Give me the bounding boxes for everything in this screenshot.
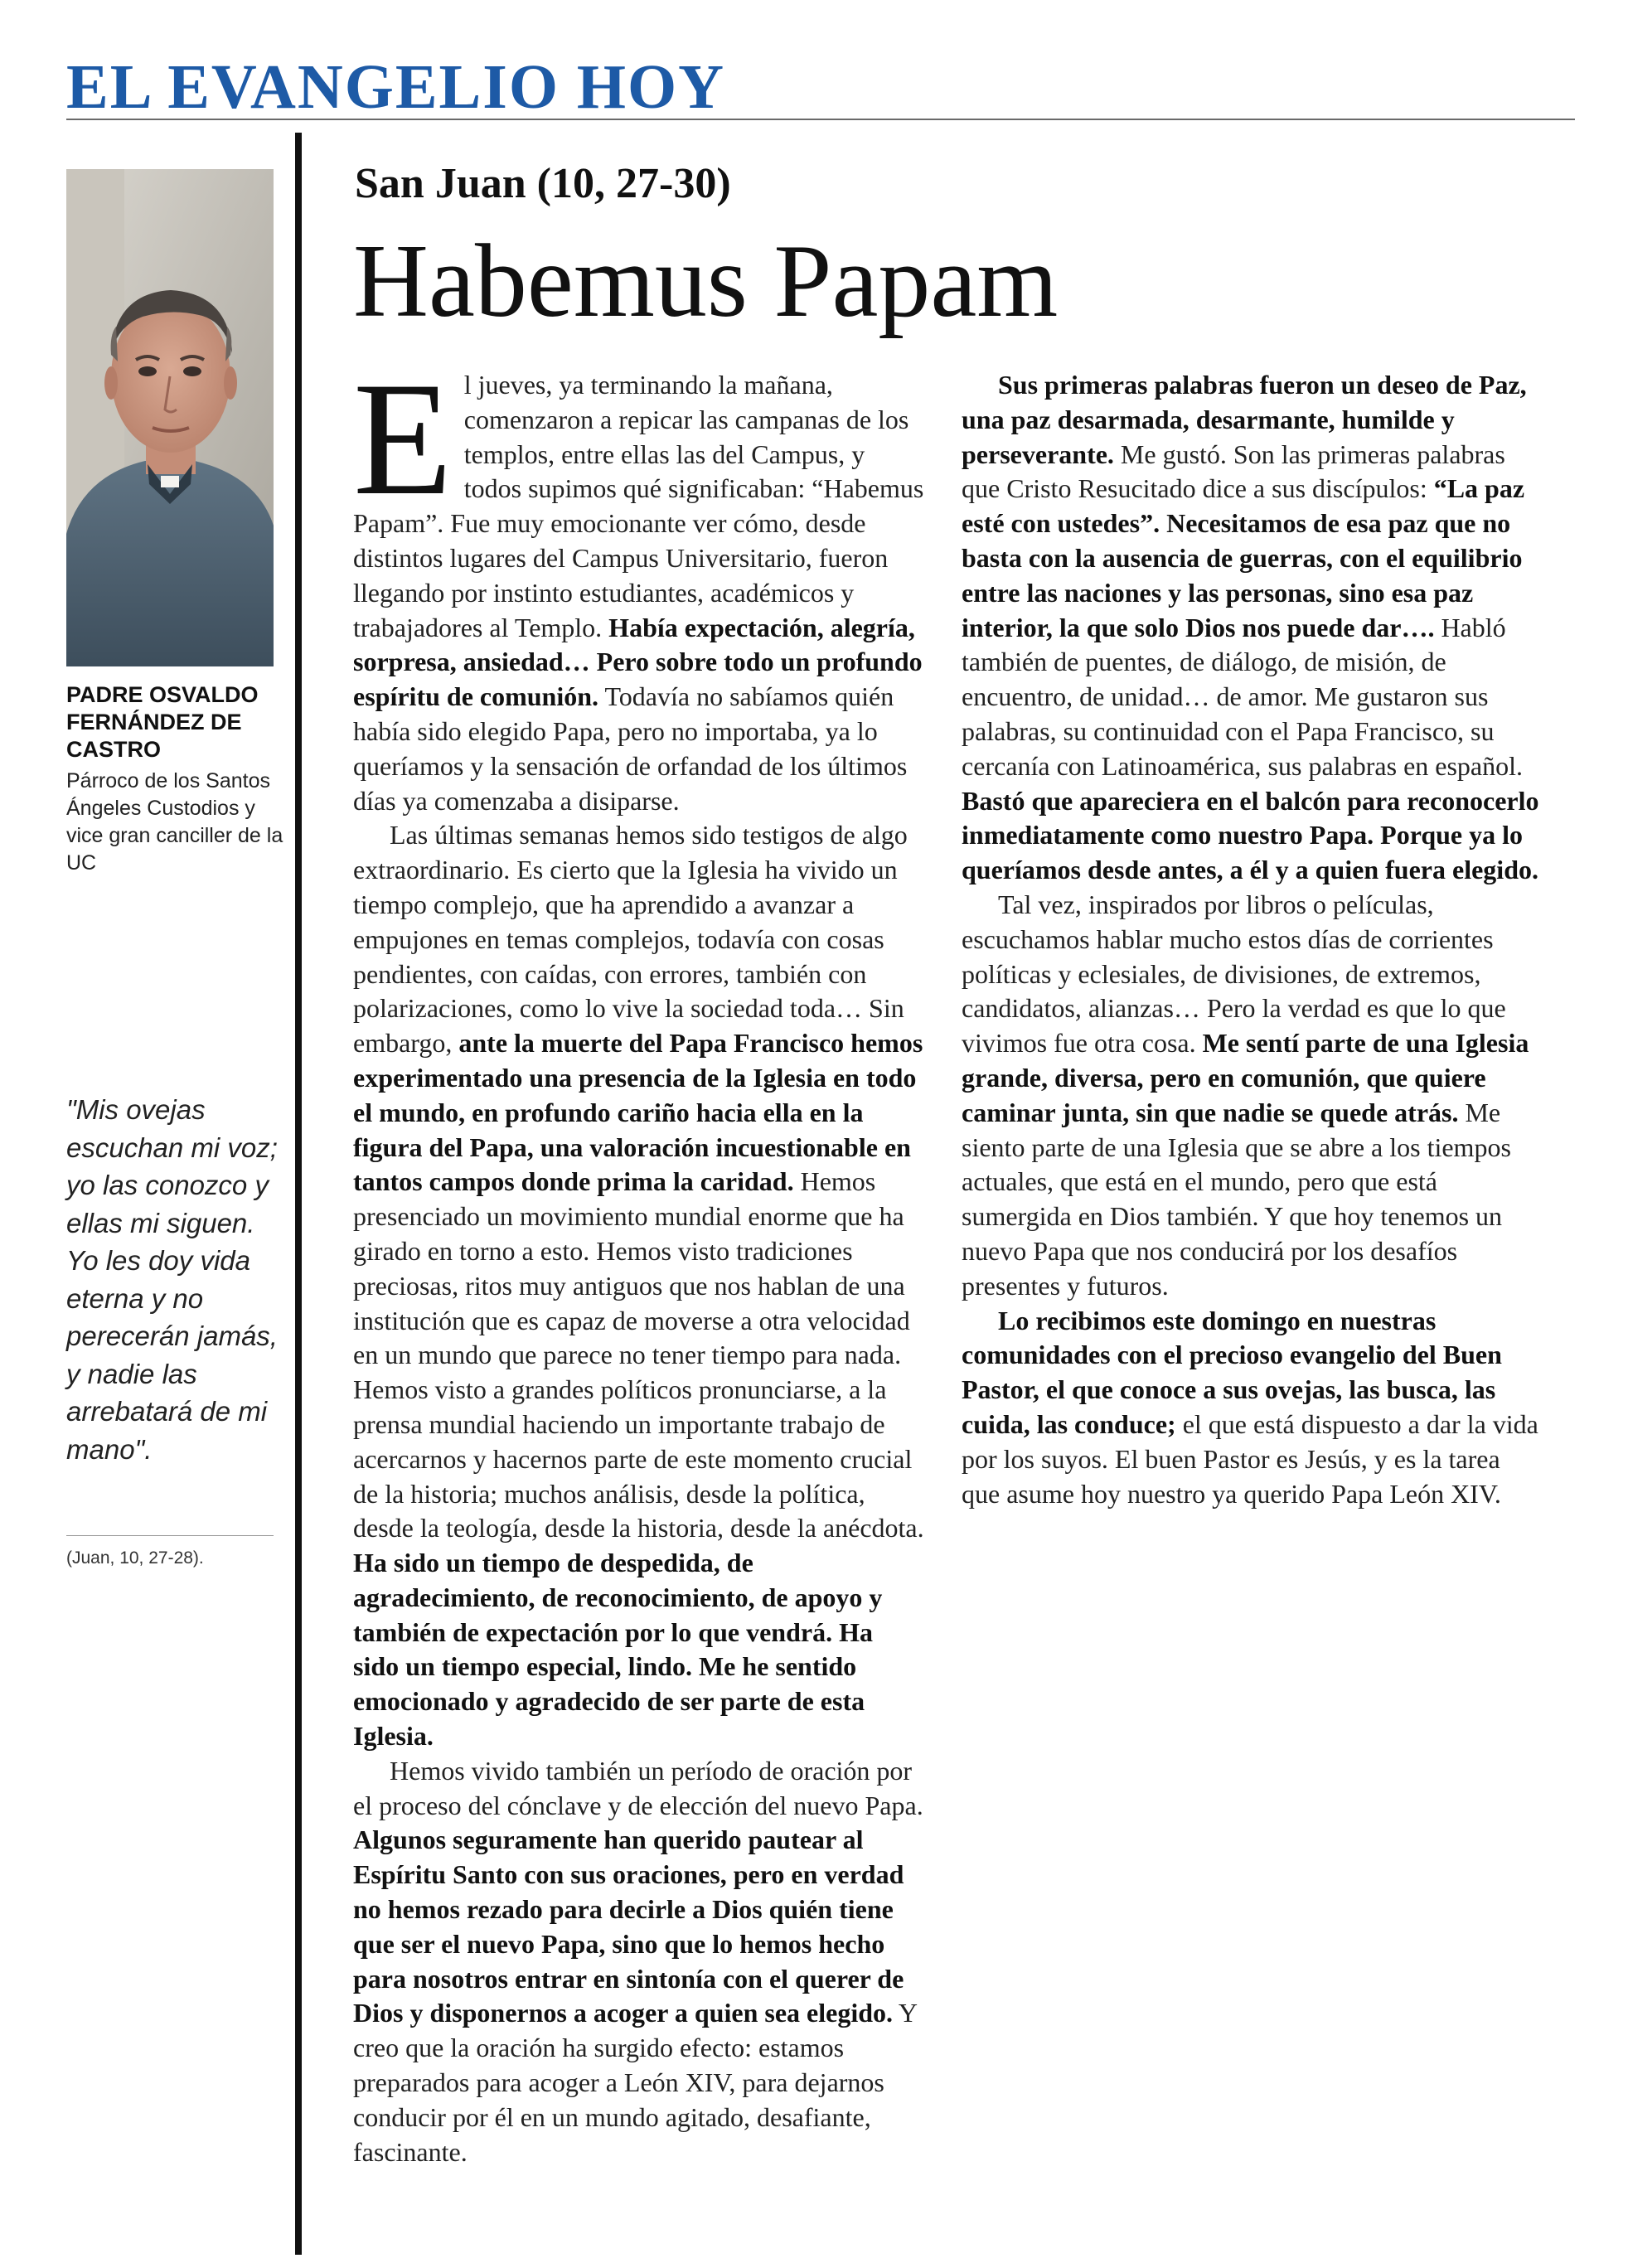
- article-paragraph: Lo recibimos este domingo en nuestras comunidades con el precioso evangelio del Buen Pastor, el que conoce a sus ovejas, las busca, las cuida, las conduce; el que está dispuesto a dar la vida por los suyos. El buen Pastor es Jesús, y es la tarea que asume hoy nuestro ya querido Papa León XIV.: [962, 1305, 1538, 1509]
- article-paragraph: El jueves, ya terminando la mañana, comenzaron a repicar las campanas de los templos, entre ellas las del Campus, y todos supimos qué significaban: “Habemus Papam”. Fue muy emocionante ver cómo, desde distintos lugares del Campus Universitario, fueron llegando por instinto estudiantes, académicos y trabajadores al Templo. Había expectación, alegría, sorpresa, ansiedad… Pero sobre todo un profundo espíritu de comunión. Todavía no sabíamos quién había sido elegido Papa, pero no importaba, ya lo queríamos y la sensación de orfandad de los últimos días ya comenzaba a disiparse.: [353, 349, 924, 816]
- gospel-quote: "Mis ovejas escuchan mi voz; yo las conozco y ellas mi siguen. Yo les doy vida eterna y no perecerán jamás, y nadie las arrebatará de mi mano".: [66, 1094, 278, 1465]
- section-title: EL EVANGELIO HOY: [66, 52, 726, 122]
- author-photo: [66, 169, 274, 666]
- author-name: PADRE OSVALDO FERNÁNDEZ DE CASTRO: [66, 682, 259, 762]
- article-paragraph: Las últimas semanas hemos sido testigos de algo extraordinario. Es cierto que la Iglesia ha vivido un tiempo complejo, que ha aprendido a avanzar a empujones en temas complejos, todavía con cosas pendientes, con caídas, con errores, también con polarizaciones, como lo vive la sociedad toda… Sin embargo, ante la muerte del Papa Francisco hemos experimentado una presencia de la Iglesia en todo el mundo, en profundo cariño hacia ella en la figura del Papa, una valoración incuestionable en tantos campos donde prima la caridad. Hemos presenciado un movimiento mundial enorme que ha girado en torno a esto. Hemos visto tradiciones preciosas, ritos muy antiguos que nos hablan de una institución que es capaz de moverse a otra velocidad en un mundo que parece no tener tiempo para nada. Hemos visto a grandes políticos pronunciarse, a la prensa mundial haciendo un importante trabajo de acercarnos y hacernos parte de este momento crucial de la historia; muchos análisis, desde la política, desde la teología, desde la historia, desde la anécdota. Ha sido un tiempo de despedida, de agradecimiento, de reconocimiento, de apoyo y también de expectación por lo que vendrá. Ha sido un tiempo especial, lindo. Me he sentido emocionado y agradecido de ser parte de esta Iglesia.: [353, 820, 924, 1752]
- article-paragraph: Tal vez, inspirados por libros o películas, escuchamos hablar mucho estos días de corrientes políticas y eclesiales, de divisiones, de extremos, candidatos, alianzas… Pero la verdad es que lo que vivimos fue otra cosa. Me sentí parte de una Iglesia grande, diversa, pero en comunión, que quiere caminar junta, sin que nadie se quede atrás. Me siento parte de una Iglesia que se abre a los tiempos actuales, que está en el mundo, pero que está sumergida en Dios también. Y que hoy tenemos un nuevo Papa que nos conducirá por los desafíos presentes y futuros.: [962, 889, 1529, 1301]
- priest-portrait-photo: [66, 169, 274, 666]
- quote-source: (Juan, 10, 27-28).: [66, 1548, 204, 1568]
- column-divider: [295, 133, 302, 2255]
- article-column-1: [353, 349, 925, 2169]
- article-paragraph: Hemos vivido también un período de oración por el proceso del cónclave y de elección del nuevo Papa. Algunos seguramente han querido pautear al Espíritu Santo con sus oraciones, pero en verdad no hemos rezado para decirle a Dios quién tiene que ser el nuevo Papa, sino que lo hemos hecho para nosotros entrar en sintonía con el querer de Dios y disponernos a acoger a quien sea elegido. Y creo que la oración ha surgido efecto: estamos preparados para acoger a León XIV, para dejarnos conducir por él en un mundo agitado, desafiante, fascinante.: [353, 1755, 923, 2167]
- article-headline: Habemus Papam: [353, 224, 1059, 339]
- quote-divider: [66, 1535, 274, 1536]
- article-column-2: [962, 368, 1542, 1511]
- author-role: Párroco de los Santos Ángeles Custodios y vice gran canciller de la UC: [66, 769, 283, 875]
- article-subtitle: San Juan (10, 27-30): [355, 160, 731, 207]
- header-divider: [66, 119, 1575, 120]
- article-paragraph: Sus primeras palabras fueron un deseo de Paz, una paz desarmada, desarmante, humilde y perseverante. Me gustó. Son las primeras palabras que Cristo Resucitado dice a sus discípulos: “La paz esté con ustedes”. Necesitamos de esa paz que no basta con la ausencia de guerras, con el equilibrio entre las naciones y las personas, sino esa paz interior, la que solo Dios nos puede dar…. Habló también de puentes, de diálogo, de misión, de encuentro, de unidad… de amor. Me gustaron sus palabras, su continuidad con el Papa Francisco, su cercanía con Latinoamérica, sus palabras en español. Bastó que apareciera en el balcón para reconocerlo inmediatamente como nuestro Papa. Porque ya lo queríamos desde antes, a él y a quien fuera elegido.: [962, 370, 1539, 885]
- drop-cap: E: [353, 349, 453, 529]
